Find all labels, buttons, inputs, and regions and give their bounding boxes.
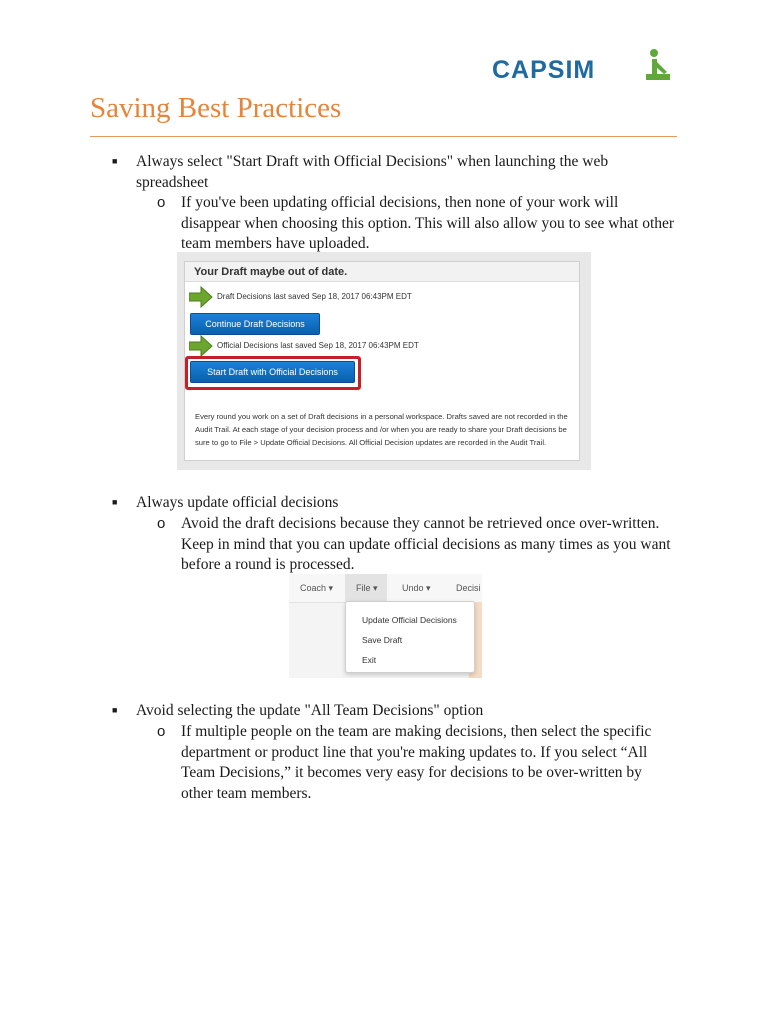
capsim-logo-mark-icon [640, 48, 670, 82]
circle-bullet-icon: o [157, 515, 166, 532]
start-draft-official-button[interactable]: Start Draft with Official Decisions [190, 361, 355, 383]
sub-bullet-text: If multiple people on the team are making decisions, then select the specific department or product line that you're making updates to. If you select “All Team Decisions,” it becomes very easy for decisions to be over-written by other team members. [181, 723, 652, 802]
sub-bullet-avoid-all-team [157, 722, 675, 804]
sub-bullet-text: Avoid the draft decisions because they cannot be retrieved once over-written. Keep in mind that you can update official decisions as many times as you want before a round is processed. [181, 515, 671, 573]
menu-coach[interactable]: Coach ▾ [300, 583, 334, 593]
page-title: Saving Best Practices [90, 92, 342, 124]
circle-bullet-icon: o [157, 194, 166, 211]
bullet-text: Always select "Start Draft with Official Decisions" when launching the web spreadsheet [136, 153, 609, 191]
circle-bullet-icon: o [157, 723, 166, 740]
draft-saved-note: Draft Decisions last saved Sep 18, 2017 06:43PM EDT [217, 292, 412, 301]
menu-item-save-draft[interactable]: Save Draft [362, 635, 403, 645]
square-bullet-icon: ■ [112, 497, 118, 507]
bullet-avoid-all-team [112, 701, 672, 722]
official-saved-note: Official Decisions last saved Sep 18, 2017 06:43PM EDT [217, 341, 419, 350]
sub-bullet-text: If you've been updating official decisions, then none of your work will disappear when choosing this option. This will also allow you to see what other team members have uploaded. [181, 194, 675, 252]
bullet-text: Avoid selecting the update "All Team Decisions" option [136, 702, 484, 719]
menu-undo[interactable]: Undo ▾ [402, 583, 431, 593]
menu-file[interactable]: File ▾ [356, 583, 378, 593]
file-dropdown [345, 601, 475, 673]
file-menu-screenshot [289, 574, 482, 678]
capsim-logo [490, 46, 680, 86]
bullet-start-draft [112, 152, 672, 193]
green-arrow-icon [189, 335, 213, 357]
menu-item-exit[interactable]: Exit [362, 655, 377, 665]
draft-dialog-screenshot [177, 252, 591, 470]
logo-text: CAPSIM [492, 56, 596, 84]
continue-draft-button[interactable]: Continue Draft Decisions [190, 313, 320, 335]
bullet-update-official [112, 493, 672, 514]
dialog-explanation: Every round you work on a set of Draft decisions in a personal workspace. Drafts saved are not recorded in the Audit Trail. At each stage of your decision process and /or when you are ready to share your Draft decisions be sure to go to File > Update Official Decisions. All Official Decision updates are recorded in the Audit Trail. [195, 412, 568, 447]
bullet-text: Always update official decisions [136, 494, 339, 511]
menu-item-update-official[interactable]: Update Official Decisions [362, 615, 457, 625]
sub-bullet-update-official [157, 514, 675, 576]
title-divider [90, 136, 677, 137]
square-bullet-icon: ■ [112, 705, 118, 715]
draft-dialog [184, 261, 580, 461]
dialog-heading: Your Draft maybe out of date. [185, 262, 579, 282]
sub-bullet-start-draft [157, 193, 675, 255]
square-bullet-icon: ■ [112, 156, 118, 166]
menu-decisions[interactable]: Decisi [456, 583, 481, 593]
menu-bar [289, 574, 482, 603]
green-arrow-icon [189, 286, 213, 308]
